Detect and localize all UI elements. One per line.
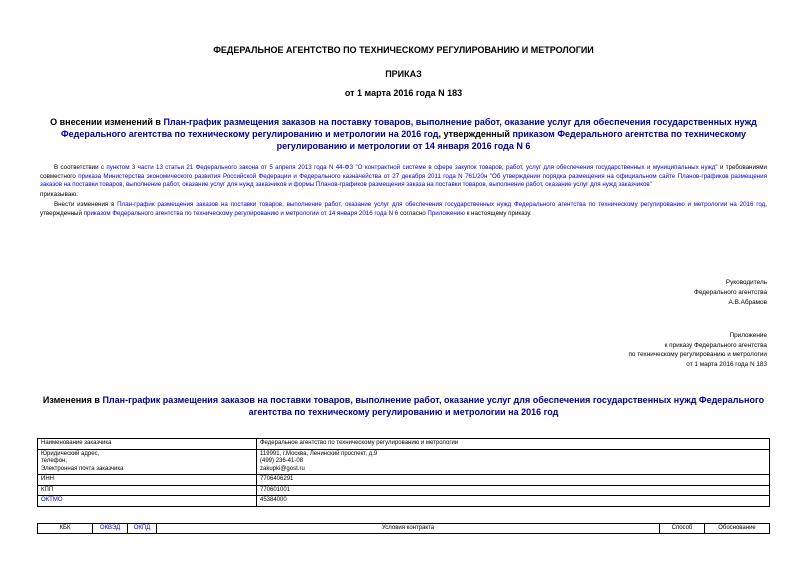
signature-name: А.В.Абрамов [728, 299, 767, 306]
column-okved-link[interactable]: ОКВЭД [93, 524, 128, 534]
table-row [38, 485, 770, 496]
table-row [38, 496, 770, 507]
customer-name-label: Наименование заказчика [38, 439, 257, 450]
column-method: Способ [660, 524, 705, 534]
column-contract-terms: Условия контракта [157, 524, 660, 534]
signature-position: Руководитель [725, 279, 767, 286]
changes-title-link[interactable]: План-график размещения заказов на поставки товаров, выполнение работ, оказание услуг для обеспечения государственных нужд Федерального агентства по техническому регулированию и метрологии на 2016 год [102, 395, 765, 417]
table-row [38, 475, 770, 486]
order-mid: , утвержденный [40, 201, 767, 217]
order-word: приказываю: [40, 191, 78, 198]
plan-columns-header [37, 523, 770, 534]
order-end: к настоящему приказу. [464, 209, 532, 217]
document-date-number: от 1 марта 2016 года N 183 [344, 88, 463, 98]
email-value[interactable]: zakupki@gost.ru [260, 465, 305, 472]
document-type: ПРИКАЗ [385, 69, 422, 79]
order-paragraph [40, 201, 767, 218]
oktmo-value: 45384000 [257, 496, 770, 507]
kpp-label: КПП [38, 485, 257, 496]
title-link-plan[interactable]: План-график размещения заказов на поставку товаров, выполнение работ, оказание услуг для обеспечения государственных нужд Федерального агентства по техническому регулированию и метрологии на 2016 год [60, 117, 757, 139]
column-okpd-link[interactable]: ОКПД [128, 524, 157, 534]
column-reason: Обоснование [705, 524, 770, 534]
column-kbk: КБК [38, 524, 93, 534]
signature-block [567, 278, 767, 308]
appendix-block [567, 331, 767, 369]
title-middle: , утвержденный [438, 129, 513, 139]
table-row [38, 449, 770, 475]
order-start: Внести изменения в [54, 201, 118, 208]
changes-title [40, 394, 767, 418]
inn-label: ИНН [38, 475, 257, 486]
order-link-order[interactable]: приказом Федерального агентства по техническому регулированию и метрологии от 14 января 2016 года N 6 [83, 209, 399, 217]
address-value: 119991, г.Москва, Ленинский проспект, д.9 [260, 450, 378, 457]
inn-value: 7706406291 [257, 475, 770, 486]
table-row [38, 439, 770, 450]
preamble-link-order[interactable]: приказа Министерства экономического развития Российской Федерации и Федерального казначейства от 27 декабря 2011 года N 761/20н "Об утверждении порядка размещения на официальном сайте Планов-графиков размещения заказов на поставки товаров, выполнение работ, оказание услуг для нужд заказчиков и формы Планов-графиков размещения заказа на поставки товаров, выполнение работ, оказание услуг для нужд заказчиков" [40, 172, 767, 189]
title-link-order[interactable]: приказом Федерального агентства по техническому регулированию и метрологии от 14 января 2016 года N 6 [276, 129, 747, 151]
preamble-start: В соответствии с [54, 164, 107, 171]
order-link-appendix[interactable]: Приложению [427, 209, 465, 217]
phone-value: (499) 236-41-08 [260, 458, 304, 464]
document-title [40, 116, 767, 152]
customer-name-value: Федеральное агентство по техническому регулированию и метрологии [257, 439, 770, 450]
appendix-date: от 1 марта 2016 года N 183 [686, 360, 767, 368]
customer-contacts-value [257, 449, 770, 475]
appendix-line-3: по техническому регулированию и метрологии [628, 351, 767, 358]
phone-label: телефон, [41, 458, 67, 464]
preamble-paragraph [40, 164, 767, 190]
customer-info-table [37, 438, 770, 507]
agency-name: ФЕДЕРАЛЬНОЕ АГЕНТСТВО ПО ТЕХНИЧЕСКОМУ РЕГУЛИРОВАНИЮ И МЕТРОЛОГИИ [213, 45, 594, 55]
changes-title-prefix: Изменения в [42, 395, 103, 405]
kpp-value: 770601001 [257, 485, 770, 496]
order-mid2: согласно [398, 209, 428, 217]
signature-agency: Федерального агентства [693, 289, 767, 296]
appendix-title: Приложение [729, 332, 767, 339]
email-label: Электронная почта заказчика [41, 465, 124, 472]
oktmo-label-link[interactable]: ОКТМО [38, 496, 257, 507]
address-label: Юридический адрес, [41, 450, 100, 457]
preamble-link-law[interactable]: пунктом 3 части 13 статьи 21 Федерального закона от 5 апреля 2013 года N 44-ФЗ "О контрактной системе в сфере закупок товаров, работ, услуг для обеспечения государственных и муниципальных нужд" [106, 164, 718, 171]
customer-contacts-label [38, 449, 257, 475]
preamble-mid: и требованиями совместного [40, 164, 767, 180]
title-prefix: О внесении изменений в [50, 117, 164, 127]
appendix-line-2: к приказу Федерального агентства [664, 341, 767, 349]
table-header-row [38, 524, 770, 534]
order-link-plan[interactable]: План-график размещения заказов на поставки товаров, выполнение работ, оказание услуг для обеспечения государственных нужд Федерального агентства по техническому регулированию и метрологии на 2016 год [117, 201, 766, 208]
